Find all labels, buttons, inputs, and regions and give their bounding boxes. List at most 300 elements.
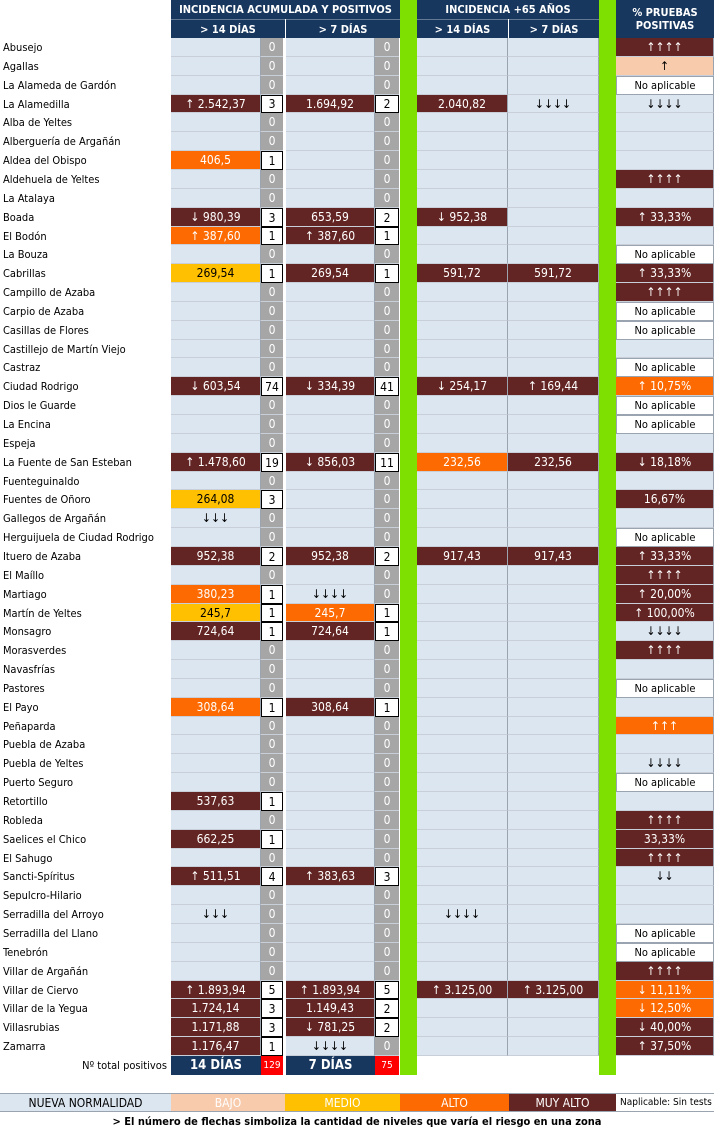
municipality-name: Castraz (0, 358, 171, 377)
incidence-14-days (171, 434, 261, 453)
divider-bar-left (400, 0, 417, 1075)
positives-7-days: 41 (375, 377, 399, 396)
incidence-65-7-days: ↑ 3.125,00 (508, 981, 599, 999)
incidence-65-7-days (508, 76, 599, 95)
incidence-7-days (286, 151, 375, 170)
positives-14-days: 0 (261, 302, 283, 321)
header-65-14-dias: > 14 DÍAS (417, 19, 508, 38)
municipality-name: Pastores (0, 679, 171, 698)
positives-7-days: 0 (375, 509, 399, 528)
incidence-14-days (171, 679, 261, 698)
municipality-name: Ituero de Azaba (0, 547, 171, 566)
incidence-14-days: 724,64 (171, 622, 261, 641)
positives-7-days: 0 (375, 660, 399, 679)
incidence-7-days (286, 113, 375, 132)
municipality-name: Fuenteguinaldo (0, 472, 171, 490)
positive-tests-pct: ↑ 10,75% (616, 377, 714, 396)
municipality-name: Campillo de Azaba (0, 283, 171, 302)
incidence-65-14-days: ↓↓↓↓ (417, 905, 508, 924)
positives-14-days: 0 (261, 245, 283, 264)
incidence-14-days: 245,7 (171, 604, 261, 622)
incidence-65-14-days (417, 321, 508, 340)
header-14-dias: > 14 DÍAS (171, 19, 285, 38)
incidence-14-days (171, 358, 261, 377)
positives-7-days: 0 (375, 811, 399, 830)
incidence-7-days (286, 490, 375, 509)
positives-14-days: 1 (261, 227, 283, 245)
positive-tests-pct: No aplicable (616, 773, 714, 792)
incidence-65-14-days: ↓ 254,17 (417, 377, 508, 396)
incidence-65-14-days: 591,72 (417, 264, 508, 283)
municipality-name: Boada (0, 208, 171, 227)
incidence-65-7-days: 591,72 (508, 264, 599, 283)
incidence-14-days (171, 943, 261, 962)
municipality-name: Puebla de Azaba (0, 735, 171, 754)
incidence-14-days: 1.176,47 (171, 1037, 261, 1056)
header-pruebas-positivas: % PRUEBAS POSITIVAS (616, 0, 714, 38)
incidence-14-days (171, 660, 261, 679)
municipality-name: Puebla de Yeltes (0, 754, 171, 773)
positives-7-days: 0 (375, 754, 399, 773)
legend-muy-alto: MUY ALTO (509, 1093, 616, 1112)
incidence-14-days: ↑ 387,60 (171, 227, 261, 245)
incidence-7-days: 245,7 (286, 604, 375, 622)
positives-7-days: 0 (375, 340, 399, 358)
incidence-65-14-days (417, 604, 508, 622)
positives-7-days: 0 (375, 905, 399, 924)
incidence-14-days: 662,25 (171, 830, 261, 849)
incidence-65-7-days (508, 924, 599, 943)
incidence-14-days (171, 245, 261, 264)
incidence-65-7-days (508, 641, 599, 660)
incidence-65-14-days (417, 679, 508, 698)
municipality-name: Sancti-Spíritus (0, 867, 171, 886)
incidence-65-7-days (508, 472, 599, 490)
positives-14-days: 0 (261, 886, 283, 905)
incidence-65-14-days (417, 849, 508, 867)
positives-7-days: 2 (375, 547, 399, 566)
incidence-65-7-days (508, 660, 599, 679)
positives-7-days: 2 (375, 999, 399, 1018)
incidence-7-days (286, 830, 375, 849)
incidence-7-days: ↑ 383,63 (286, 867, 375, 886)
incidence-65-7-days (508, 490, 599, 509)
incidence-7-days (286, 886, 375, 905)
incidence-65-14-days (417, 490, 508, 509)
municipality-name: Cabrillas (0, 264, 171, 283)
incidence-14-days (171, 340, 261, 358)
incidence-65-14-days (417, 943, 508, 962)
header-incidencia-65: INCIDENCIA +65 AÑOS (417, 0, 599, 19)
incidence-7-days: 1.149,43 (286, 999, 375, 1018)
total-7-count: 75 (375, 1056, 399, 1075)
positives-7-days: 0 (375, 472, 399, 490)
municipality-name: Gallegos de Argañán (0, 509, 171, 528)
incidence-14-days (171, 528, 261, 547)
positives-7-days: 0 (375, 585, 399, 604)
municipality-name: Alberguería de Argañán (0, 132, 171, 151)
incidence-7-days (286, 415, 375, 434)
legend-nueva-normalidad: NUEVA NORMALIDAD (0, 1093, 171, 1112)
total-7-dias: 7 DÍAS (286, 1056, 375, 1075)
incidence-14-days: ↑ 1.893,94 (171, 981, 261, 999)
positives-14-days: 1 (261, 1037, 283, 1056)
divider-bar-right (599, 0, 616, 1075)
positives-7-days: 0 (375, 924, 399, 943)
total-14-count: 129 (261, 1056, 283, 1075)
positive-tests-pct: ↑↑↑↑ (616, 566, 714, 585)
positives-7-days: 0 (375, 1037, 399, 1056)
incidence-7-days (286, 566, 375, 585)
positive-tests-pct (616, 340, 714, 358)
municipality-name: Serradilla del Llano (0, 924, 171, 943)
incidence-65-14-days (417, 509, 508, 528)
municipality-name: El Sahugo (0, 849, 171, 867)
municipality-name: Peñaparda (0, 717, 171, 735)
incidence-14-days (171, 283, 261, 302)
positives-14-days: 3 (261, 490, 283, 509)
positives-7-days: 0 (375, 38, 399, 57)
positives-7-days: 0 (375, 566, 399, 585)
incidence-14-days (171, 132, 261, 151)
positives-14-days: 0 (261, 641, 283, 660)
incidence-7-days (286, 849, 375, 867)
positives-7-days: 0 (375, 57, 399, 76)
incidence-14-days: 952,38 (171, 547, 261, 566)
positives-7-days: 1 (375, 698, 399, 717)
incidence-7-days (286, 321, 375, 340)
incidence-14-days (171, 113, 261, 132)
positive-tests-pct: ↑↑↑ (616, 717, 714, 735)
municipality-name: La Fuente de San Esteban (0, 453, 171, 472)
positives-7-days: 0 (375, 886, 399, 905)
positive-tests-pct (616, 660, 714, 679)
incidence-65-14-days (417, 113, 508, 132)
incidence-65-14-days (417, 773, 508, 792)
incidence-14-days (171, 924, 261, 943)
positives-7-days: 2 (375, 95, 399, 113)
incidence-65-7-days (508, 57, 599, 76)
positives-7-days: 0 (375, 792, 399, 811)
positives-7-days: 0 (375, 283, 399, 302)
incidence-65-7-days (508, 245, 599, 264)
positives-14-days: 0 (261, 566, 283, 585)
incidence-65-7-days (508, 604, 599, 622)
positive-tests-pct (616, 151, 714, 170)
positives-14-days: 3 (261, 1018, 283, 1037)
total-14-dias: 14 DÍAS (171, 1056, 261, 1075)
positive-tests-pct: ↓↓↓↓ (616, 754, 714, 773)
positives-14-days: 3 (261, 208, 283, 227)
incidence-7-days (286, 472, 375, 490)
incidence-14-days: ↓↓↓ (171, 509, 261, 528)
municipality-name: La Alameda de Gardón (0, 76, 171, 95)
incidence-65-7-days (508, 132, 599, 151)
incidence-65-7-days (508, 849, 599, 867)
incidence-65-14-days (417, 132, 508, 151)
positive-tests-pct (616, 113, 714, 132)
positives-7-days: 0 (375, 434, 399, 453)
positive-tests-pct (616, 227, 714, 245)
incidence-14-days: 264,08 (171, 490, 261, 509)
positives-7-days: 1 (375, 264, 399, 283)
incidence-65-7-days (508, 151, 599, 170)
positives-14-days: 1 (261, 792, 283, 811)
positives-14-days: 0 (261, 905, 283, 924)
incidence-7-days: ↓ 856,03 (286, 453, 375, 472)
incidence-65-14-days (417, 735, 508, 754)
incidence-14-days (171, 962, 261, 981)
positives-14-days: 19 (261, 453, 283, 472)
municipality-name: Monsagro (0, 622, 171, 641)
positives-7-days: 0 (375, 415, 399, 434)
municipality-name: Villasrubias (0, 1018, 171, 1037)
incidence-14-days: 269,54 (171, 264, 261, 283)
legend-no-aplicable: Naplicable: Sin tests (616, 1093, 714, 1112)
incidence-7-days: 269,54 (286, 264, 375, 283)
positive-tests-pct: ↑ 20,00% (616, 585, 714, 604)
incidence-65-7-days (508, 585, 599, 604)
incidence-14-days: 1.724,14 (171, 999, 261, 1018)
incidence-65-14-days (417, 415, 508, 434)
positive-tests-pct (616, 189, 714, 208)
positive-tests-pct: No aplicable (616, 528, 714, 547)
positives-14-days: 3 (261, 95, 283, 113)
positives-7-days: 0 (375, 962, 399, 981)
positives-7-days: 0 (375, 773, 399, 792)
positives-7-days: 3 (375, 867, 399, 886)
positives-14-days: 1 (261, 151, 283, 170)
positives-14-days: 1 (261, 604, 283, 622)
incidence-65-14-days (417, 660, 508, 679)
incidence-65-14-days: 2.040,82 (417, 95, 508, 113)
positive-tests-pct: No aplicable (616, 943, 714, 962)
positive-tests-pct: ↑↑↑↑ (616, 811, 714, 830)
positives-14-days: 0 (261, 811, 283, 830)
incidence-65-14-days (417, 698, 508, 717)
municipality-name: Ciudad Rodrigo (0, 377, 171, 396)
positive-tests-pct: ↑↑↑↑ (616, 283, 714, 302)
positives-14-days: 1 (261, 698, 283, 717)
incidence-65-7-days (508, 679, 599, 698)
positives-14-days: 0 (261, 434, 283, 453)
positive-tests-pct: ↓↓↓↓ (616, 95, 714, 113)
incidence-65-14-days (417, 830, 508, 849)
incidence-7-days: 1.694,92 (286, 95, 375, 113)
municipality-name: Alba de Yeltes (0, 113, 171, 132)
positives-14-days: 0 (261, 38, 283, 57)
incidence-65-14-days (417, 867, 508, 886)
incidence-65-14-days (417, 641, 508, 660)
positive-tests-pct: ↓↓ (616, 867, 714, 886)
incidence-65-7-days (508, 415, 599, 434)
positives-14-days: 0 (261, 528, 283, 547)
incidence-14-days: 380,23 (171, 585, 261, 604)
positive-tests-pct: No aplicable (616, 679, 714, 698)
positives-7-days: 0 (375, 735, 399, 754)
positives-7-days: 0 (375, 641, 399, 660)
positive-tests-pct (616, 905, 714, 924)
municipality-name: El Payo (0, 698, 171, 717)
incidence-65-7-days (508, 358, 599, 377)
positives-7-days: 0 (375, 76, 399, 95)
incidence-7-days (286, 57, 375, 76)
positives-14-days: 0 (261, 754, 283, 773)
incidence-65-14-days (417, 528, 508, 547)
incidence-65-7-days (508, 773, 599, 792)
positives-14-days: 1 (261, 264, 283, 283)
municipality-name: Abusejo (0, 38, 171, 57)
incidence-7-days: ↓↓↓↓ (286, 585, 375, 604)
incidence-65-14-days (417, 886, 508, 905)
incidence-7-days (286, 396, 375, 415)
positives-7-days: 0 (375, 113, 399, 132)
positives-14-days: 0 (261, 943, 283, 962)
municipality-name: Fuentes de Oñoro (0, 490, 171, 509)
incidence-14-days (171, 321, 261, 340)
incidence-14-days (171, 754, 261, 773)
incidence-65-14-days: 232,56 (417, 453, 508, 472)
incidence-65-14-days (417, 189, 508, 208)
incidence-65-7-days (508, 622, 599, 641)
incidence-65-14-days (417, 76, 508, 95)
incidence-14-days (171, 849, 261, 867)
positives-7-days: 5 (375, 981, 399, 999)
positive-tests-pct: ↓↓↓↓ (616, 622, 714, 641)
incidence-7-days (286, 962, 375, 981)
municipality-name: Serradilla del Arroyo (0, 905, 171, 924)
incidence-14-days (171, 415, 261, 434)
incidence-14-days (171, 396, 261, 415)
positive-tests-pct: ↑↑↑↑ (616, 38, 714, 57)
positive-tests-pct (616, 472, 714, 490)
positive-tests-pct: ↑ 37,50% (616, 1037, 714, 1056)
positives-14-days: 0 (261, 57, 283, 76)
incidence-65-14-days (417, 38, 508, 57)
incidence-14-days: 406,5 (171, 151, 261, 170)
municipality-name: Retortillo (0, 792, 171, 811)
incidence-7-days (286, 528, 375, 547)
incidence-65-7-days (508, 528, 599, 547)
positive-tests-pct: No aplicable (616, 321, 714, 340)
incidence-65-14-days: ↑ 3.125,00 (417, 981, 508, 999)
positive-tests-pct: ↑ (616, 57, 714, 76)
positives-7-days: 2 (375, 1018, 399, 1037)
positives-14-days: 0 (261, 76, 283, 95)
positives-14-days: 74 (261, 377, 283, 396)
incidence-7-days (286, 811, 375, 830)
incidence-14-days (171, 735, 261, 754)
incidence-65-7-days (508, 170, 599, 189)
incidence-7-days: 952,38 (286, 547, 375, 566)
positive-tests-pct: ↑ 33,33% (616, 264, 714, 283)
positives-14-days: 0 (261, 113, 283, 132)
incidence-65-14-days (417, 754, 508, 773)
positives-7-days: 0 (375, 717, 399, 735)
incidence-7-days (286, 189, 375, 208)
incidence-65-14-days (417, 622, 508, 641)
positives-14-days: 0 (261, 773, 283, 792)
municipality-name: Agallas (0, 57, 171, 76)
incidence-7-days: 724,64 (286, 622, 375, 641)
header-7-dias: > 7 DÍAS (286, 19, 400, 38)
positives-14-days: 0 (261, 283, 283, 302)
positives-14-days: 0 (261, 679, 283, 698)
positive-tests-pct (616, 132, 714, 151)
incidence-65-7-days: ↑ 169,44 (508, 377, 599, 396)
municipality-name: Zamarra (0, 1037, 171, 1056)
positive-tests-pct (616, 698, 714, 717)
incidence-14-days (171, 170, 261, 189)
municipality-name: Castillejo de Martín Viejo (0, 340, 171, 358)
municipality-name: Sepulcro-Hilario (0, 886, 171, 905)
positives-14-days: 0 (261, 924, 283, 943)
incidence-65-14-days (417, 792, 508, 811)
incidence-65-14-days (417, 1018, 508, 1037)
positives-14-days: 0 (261, 735, 283, 754)
header-incidencia: INCIDENCIA ACUMULADA Y POSITIVOS (171, 0, 400, 19)
incidence-7-days (286, 340, 375, 358)
positives-14-days: 4 (261, 867, 283, 886)
incidence-7-days (286, 132, 375, 151)
incidence-65-14-days (417, 1037, 508, 1056)
incidence-65-7-days (508, 830, 599, 849)
incidence-7-days (286, 509, 375, 528)
incidence-14-days: ↑ 2.542,37 (171, 95, 261, 113)
incidence-7-days: 308,64 (286, 698, 375, 717)
positives-7-days: 1 (375, 604, 399, 622)
municipality-name: Puerto Seguro (0, 773, 171, 792)
incidence-14-days (171, 773, 261, 792)
incidence-65-7-days (508, 321, 599, 340)
positives-14-days: 0 (261, 189, 283, 208)
municipality-name: Villar de Argañán (0, 962, 171, 981)
incidence-7-days (286, 76, 375, 95)
incidence-65-7-days (508, 283, 599, 302)
positives-14-days: 3 (261, 999, 283, 1018)
positives-7-days: 0 (375, 943, 399, 962)
incidence-65-7-days (508, 1018, 599, 1037)
incidence-14-days: ↑ 511,51 (171, 867, 261, 886)
municipality-name: Dios le Guarde (0, 396, 171, 415)
footnote: > El número de flechas simboliza la cantidad de niveles que varía el riesgo en una zona (112, 1115, 602, 1128)
municipality-name: Martín de Yeltes (0, 604, 171, 622)
incidence-14-days (171, 38, 261, 57)
incidence-65-14-days (417, 585, 508, 604)
municipality-name: Villar de la Yegua (0, 999, 171, 1018)
incidence-65-7-days: 917,43 (508, 547, 599, 566)
incidence-65-14-days (417, 924, 508, 943)
positive-tests-pct (616, 509, 714, 528)
municipality-name: Morasverdes (0, 641, 171, 660)
positives-7-days: 0 (375, 679, 399, 698)
positives-7-days: 0 (375, 151, 399, 170)
positives-14-days: 0 (261, 717, 283, 735)
positives-14-days: 0 (261, 509, 283, 528)
incidence-14-days: 1.171,88 (171, 1018, 261, 1037)
incidence-14-days: 308,64 (171, 698, 261, 717)
municipality-name: El Maíllo (0, 566, 171, 585)
incidence-65-14-days (417, 566, 508, 585)
municipality-name: El Bodón (0, 227, 171, 245)
incidence-65-7-days (508, 566, 599, 585)
positives-7-days: 0 (375, 528, 399, 547)
municipality-name: La Atalaya (0, 189, 171, 208)
positives-14-days: 0 (261, 396, 283, 415)
incidence-65-7-days (508, 943, 599, 962)
incidence-65-7-days (508, 698, 599, 717)
incidence-14-days (171, 717, 261, 735)
